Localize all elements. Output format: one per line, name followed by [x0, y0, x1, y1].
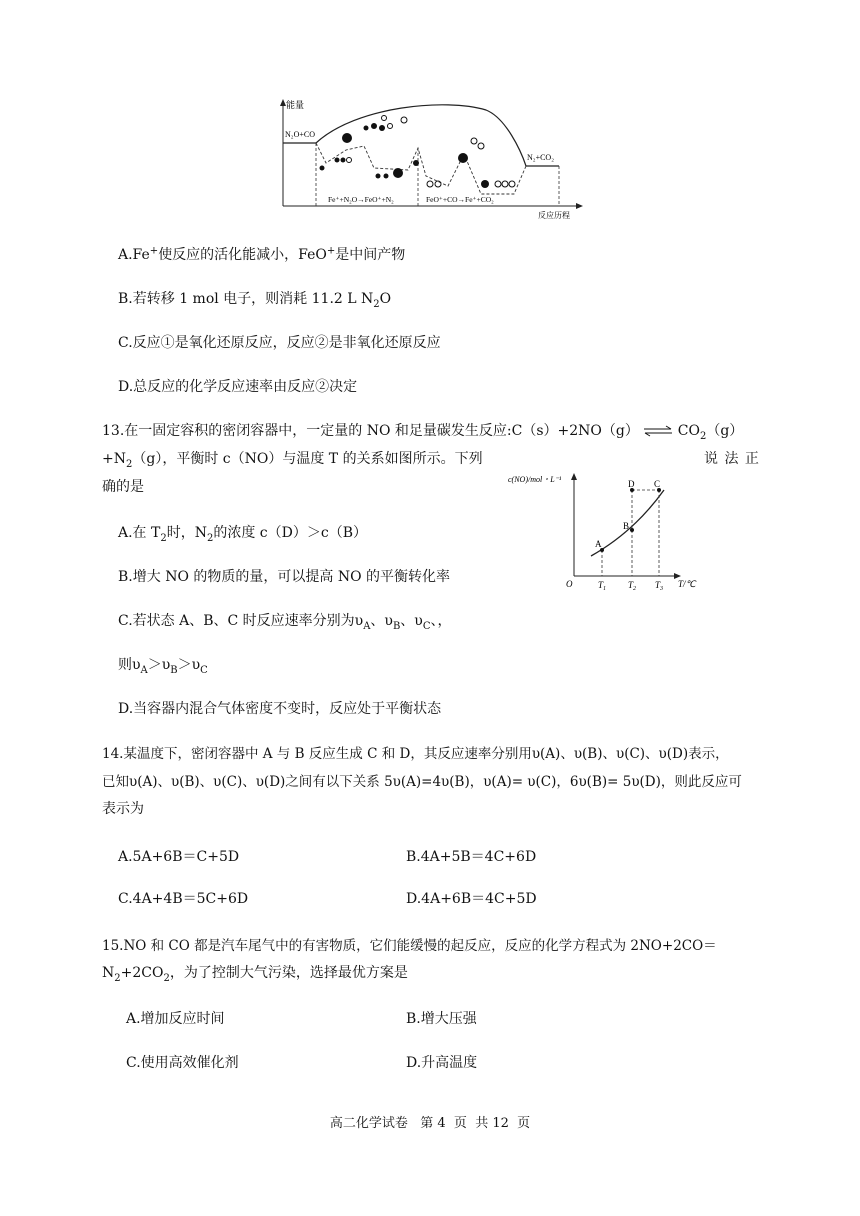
q12-option-d: D.总反应的化学反应速率由反应②决定 [118, 379, 358, 395]
q12-option-b: B.若转移 1 mol 电子，则消耗 11.2 L $N_2O$ [118, 291, 392, 310]
q13-stem-line2: $+N_2(g)$，平衡时 c（NO）与温度 T 的关系如图所示。下列 [102, 451, 483, 470]
energy-profile-figure [276, 96, 586, 224]
temperature-axis-label: T/℃ [678, 579, 696, 589]
q13-stem-line3: 确的是 [102, 479, 144, 495]
q14-option-a: A.5A+6B＝C+5D [118, 849, 240, 865]
q15-option-c: C.使用高效催化剂 [126, 1055, 239, 1071]
q13-option-d: D.当容器内混合气体密度不变时，反应处于平衡状态 [118, 701, 442, 717]
q12-option-c: C.反应①是氧化还原反应，反应②是非氧化还原反应 [118, 335, 441, 351]
point-c-label: C [654, 479, 661, 489]
q14-stem-line3: 表示为 [102, 801, 144, 817]
q13-option-c-continued: 则$\upsilon_A>\upsilon_B>\upsilon_C$ [118, 657, 208, 676]
q14-stem-line2: 已知υ(A)、υ(B)、υ(C)、υ(D)之间有以下关系 5υ(A)=4υ(B)，υ(A)= υ(C)，6υ(B)= 5υ(D)，则此反应可 [102, 774, 742, 790]
step1-label: Fe⁺+N₂O→FeO⁺+N₂ [328, 195, 394, 204]
q13-stem-line2-end: 说 法 正 [704, 451, 760, 467]
q13-option-a: A.在 $T_2$时，$N_2$的浓度 c（D）＞c（B） [118, 525, 368, 544]
t2-label: $T_2$ [628, 580, 637, 592]
point-a-label: A [595, 539, 602, 549]
q15-stem-line1: 15.NO 和 CO 都是汽车尾气中的有害物质，它们能缓慢的起反应，反应的化学方程式为 2NO+2CO＝ [102, 938, 717, 954]
reaction-coordinate-label: 反应历程 [538, 211, 570, 220]
q14-stem-line1: 14.某温度下，密闭容器中 A 与 B 反应生成 C 和 D，其反应速率分别用υ(A)、υ(B)、υ(C)、υ(D)表示， [102, 746, 729, 762]
q14-option-d: D.4A+6B＝4C+5D [406, 891, 537, 907]
q14-option-c: C.4A+4B＝5C+6D [118, 891, 249, 907]
q12-option-a: A.Fe+使反应的活化能减小，FeO+是中间产物 [118, 245, 406, 263]
point-d-label: D [628, 479, 635, 489]
end-label: N₂+CO₂ [527, 153, 554, 162]
q13-option-b: B.增大 NO 的物质的量，可以提高 NO 的平衡转化率 [118, 569, 450, 585]
point-b-label: B [623, 521, 630, 531]
origin-label: O [566, 579, 573, 589]
point-b [630, 528, 634, 532]
q15-stem-line2: $N_2+2CO_2$，为了控制大气污染，选择最优方案是 [102, 965, 408, 984]
t1-label: $T_1$ [598, 580, 607, 592]
t3-label: $T_3$ [655, 580, 664, 592]
energy-axis-label: 能量 [286, 100, 305, 110]
q13-stem-line1: 13.在一固定容积的密闭容器中，一定量的 NO 和足量碳发生反应:C（s）+2NO（g） $CO_2(g)$ [102, 423, 744, 442]
equilibrium-arrow-icon [643, 425, 673, 437]
q13-option-c: C.若状态 A、B、C 时反应速率分别为$\upsilon_A$、$\upsilon_B$、$\upsilon_C$、， [118, 613, 452, 632]
q15-option-a: A.增加反应时间 [126, 1011, 225, 1027]
page-footer: 高二化学试卷 第 4 页 共 12 页 [329, 1116, 531, 1131]
q15-option-d: D.升高温度 [406, 1055, 478, 1071]
q14-option-b: B.4A+5B＝4C+6D [406, 849, 537, 865]
molecule-icons [320, 116, 516, 189]
step2-label: FeO⁺+CO→Fe⁺+CO₂ [426, 195, 494, 204]
start-label: N₂O+CO [285, 130, 315, 139]
no-concentration-figure [506, 470, 706, 596]
no-axis-label: c(NO)/mol・L⁻¹ [508, 475, 562, 484]
q15-option-b: B.增大压强 [406, 1011, 477, 1027]
